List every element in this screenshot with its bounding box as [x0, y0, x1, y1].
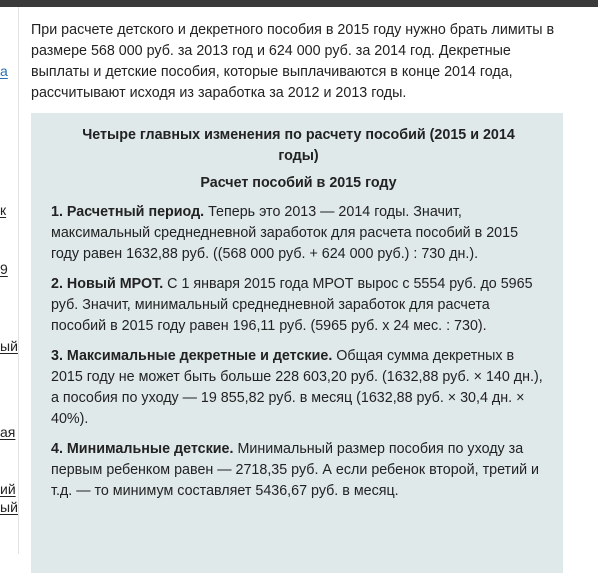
- change-item-1: [51, 202, 546, 265]
- article-body: [31, 20, 571, 104]
- top-bar: [0, 0, 598, 7]
- sidebar-divider: [18, 7, 19, 554]
- box-title: Четыре главных изменения по расчету пособий (2015 и 2014 годы): [82, 127, 515, 164]
- change-item-3-text: Общая сумма декретных в 2015 году не может быть больше 228 603,20 руб. (1632,88 руб. × 140 дн.), а пособия по уходу — 19 855,82 руб. в месяц (1632,88 руб. × 30,4 дн. × 40%).: [51, 348, 543, 427]
- change-item-2: [51, 274, 546, 337]
- change-item-2-text: С 1 января 2015 года МРОТ вырос с 5554 руб. до 5965 руб. Значит, минимальный среднедневной заработок для расчета пособий в 2015 году равен 196,11 руб. (5965 руб. х 24 мес. : 730).: [51, 276, 533, 334]
- change-item-4: [51, 439, 546, 502]
- change-item-2-lead: 2. Новый МРОТ.: [51, 276, 164, 292]
- change-item-1-text: Теперь это 2013 — 2014 годы. Значит, максимальный среднедневной заработок для расчета пособий в 2015 году равен 1632,88 руб. ((568 000 руб. + 624 000 руб.) : 730 дн.).: [51, 204, 519, 262]
- sidebar-link-fragment-5[interactable]: ая: [0, 424, 16, 440]
- change-item-4-lead: 4. Минимальные детские.: [51, 441, 234, 457]
- sidebar-link-fragment-7[interactable]: ый: [0, 499, 18, 515]
- change-item-1-lead: 1. Расчетный период.: [51, 204, 205, 220]
- highlight-box: [31, 113, 563, 573]
- sidebar-link-fragment-6[interactable]: ий: [0, 481, 16, 497]
- change-item-3-lead: 3. Максимальные декретные и детские.: [51, 348, 333, 364]
- sidebar-link-fragment-1[interactable]: а: [0, 63, 8, 79]
- change-item-3: [51, 346, 546, 430]
- sidebar-link-fragment-2[interactable]: к: [0, 202, 7, 218]
- box-subtitle: Расчет пособий в 2015 году: [200, 175, 397, 191]
- sidebar-link-fragment-3[interactable]: 9: [0, 261, 8, 277]
- intro-paragraph: При расчете детского и декретного пособия в 2015 году нужно брать лимиты в размере 568 000 руб. за 2013 год и 624 000 руб. за 2014 год. Декретные выплаты и детские пособия, которые выплачиваются в конце 2014 года, рассчитывают исходя из заработка за 2012 и 2013 годы.: [31, 22, 555, 101]
- change-item-4-text: Минимальный размер пособия по уходу за первым ребенком равен — 2718,35 руб. А если ребенок второй, третий и т.д. — то минимум составляет 5436,67 руб. в месяц.: [51, 441, 540, 499]
- sidebar-link-fragment-4[interactable]: ый: [0, 338, 18, 354]
